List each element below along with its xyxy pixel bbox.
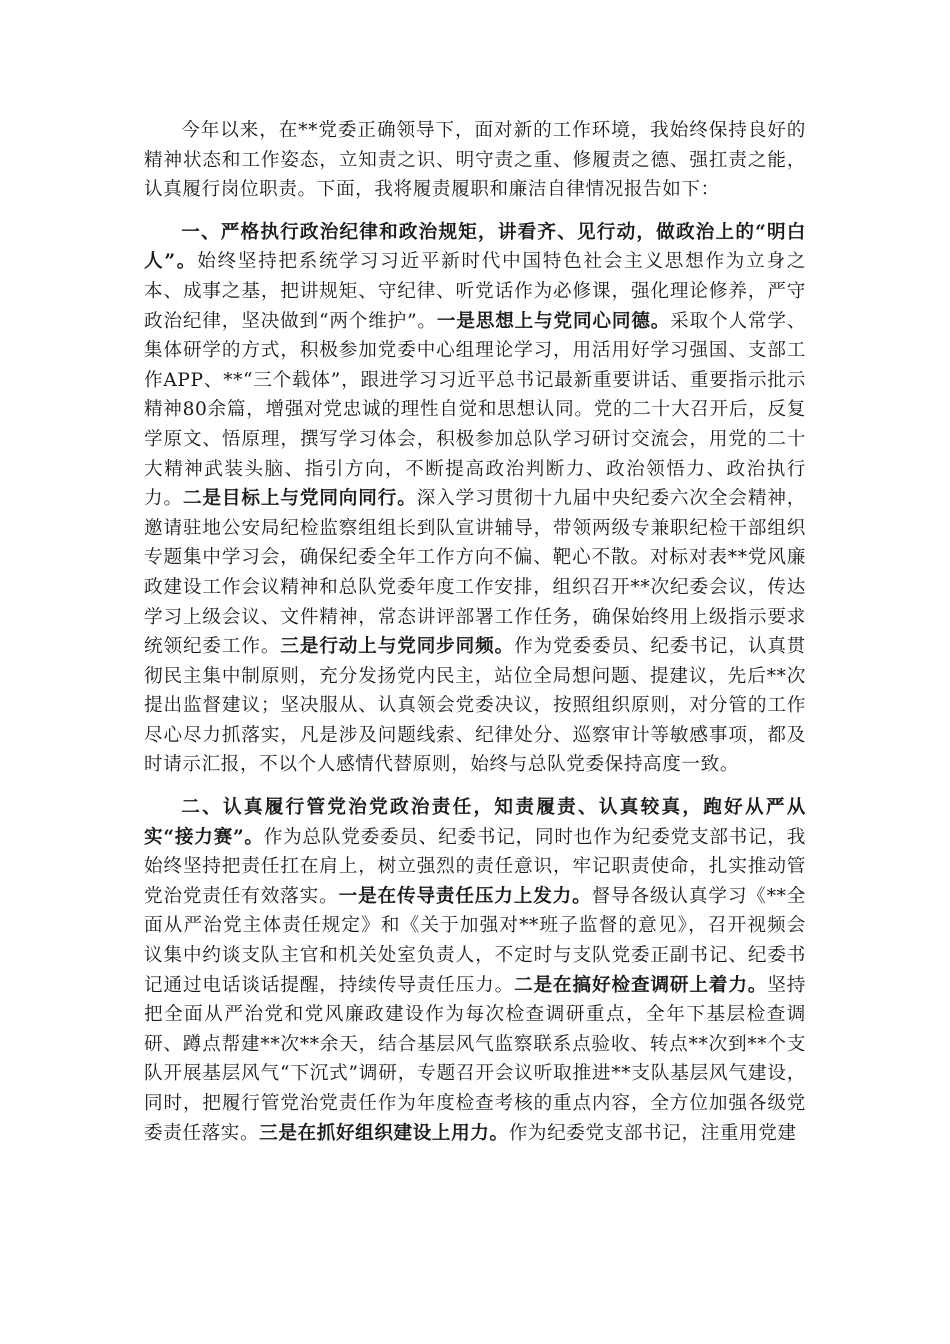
section-2-heading: 二、认真履行管党治党政治责任，知责履责、认真较真，跑好从严从实“接力赛”。 bbox=[144, 797, 806, 848]
paragraph-section-1 bbox=[144, 218, 806, 780]
section-1-point-1-text: 采取个人常学、集体研学的方式，积极参加党委中心组理论学习，用活用好学习强国、支部工作APP、**“三个载体”，跟进学习习近平总书记最新重要讲话、重要指示批示精神80余篇，增强对党忠诚的理性自觉和思想认同。党的二十大召开后，反复学原文、悟原理，撰写学习体会，积极参加总队学习研讨交流会，用党的二十大精神武装头脑、指引方向，不断提高政治判断力、政治领悟力、政治执行力。 bbox=[144, 310, 807, 510]
section-2-point-3-text: 作为纪委党支部书记，注重用党建 bbox=[508, 1122, 797, 1144]
section-2-point-1-text: 督导各级认真学习《**全面从严治党主体责任规定》和《关于加强对**班子监督的意见》，召开视频会议集中约谈支队主官和机关处室负责人，不定时与支队党委正副书记、纪委书记通过电话谈话提醒，持续传导责任压力。 bbox=[144, 885, 806, 996]
intro-text: 今年以来，在**党委正确领导下，面对新的工作环境，我始终保持良好的精神状态和工作姿态，立知责之识、明守责之重、修履责之德、强扛责之能，认真履行岗位职责。下面，我将履责履职和廉洁自律情况报告如下： bbox=[144, 120, 806, 201]
section-1-point-3-heading: 三是行动上与党同步同频。 bbox=[280, 636, 515, 658]
section-2-point-3-heading: 三是在抓好组织建设上用力。 bbox=[259, 1122, 509, 1144]
section-1-point-2-text: 深入学习贯彻十九届中央纪委六次全会精神，邀请驻地公安局纪检监察组组长到队宣讲辅导，带领两级专兼职纪检干部组织专题集中学习会，确保纪委全年工作方向不偏、靶心不散。对标对表**党风廉政建设工作会议精神和总队党委年度工作安排，组织召开**次纪委会议，传达学习上级会议、文件精神，常态讲评部署工作任务，确保始终用上级指示要求统领纪委工作。 bbox=[144, 488, 807, 658]
document-body bbox=[144, 116, 806, 1148]
paragraph-intro bbox=[144, 116, 806, 205]
section-1-lead-text: 始终坚持把系统学习习近平新时代中国特色社会主义思想作为立身之本、成事之基，把讲规矩、守纪律、听党话作为必修课，强化理论修养，严守政治纪律，坚决做到“两个维护”。 bbox=[144, 251, 806, 332]
section-2-lead-text: 作为总队党委委员、纪委书记，同时也作为纪委党支部书记，我始终坚持把责任扛在肩上，树立强烈的责任意识，牢记职责使命，扎实推动管党治党责任有效落实。 bbox=[144, 826, 806, 907]
section-2-point-2-text: 坚持把全面从严治党和党风廉政建设作为每次检查调研重点，全年下基层检查调研、蹲点帮建**次**余天，结合基层风气监察联系点验收、转点**次到**个支队开展基层风气“下沉式”调研，专题召开会议听取推进**支队基层风气建设，同时，把履行管党治党责任作为年度检查考核的重点内容，全方位加强各级党委责任落实。 bbox=[144, 974, 806, 1144]
section-1-point-3-text: 作为党委委员、纪委书记，认真贯彻民主集中制原则，充分发扬党内民主，站位全局想问题、提建议，先后**次提出监督建议；坚决服从、认真领会党委决议，按照组织原则，对分管的工作尽心尽力抓落实，凡是涉及问题线索、纪律处分、巡察审计等敏感事项，都及时请示汇报，不以个人感情代替原则，始终与总队党委保持高度一致。 bbox=[144, 636, 807, 776]
section-2-point-2-heading: 二是在搞好检查调研上着力。 bbox=[514, 974, 768, 996]
section-1-point-2-heading: 二是目标上与党同向同行。 bbox=[182, 488, 417, 510]
section-1-point-1-heading: 一是思想上与党同心同德。 bbox=[436, 310, 671, 332]
section-1-heading: 一、严格执行政治纪律和政治规矩，讲看齐、见行动，做政治上的“明白人”。 bbox=[144, 221, 806, 273]
paragraph-section-2 bbox=[144, 793, 806, 1148]
section-2-point-1-heading: 一是在传导责任压力上发力。 bbox=[338, 885, 592, 907]
